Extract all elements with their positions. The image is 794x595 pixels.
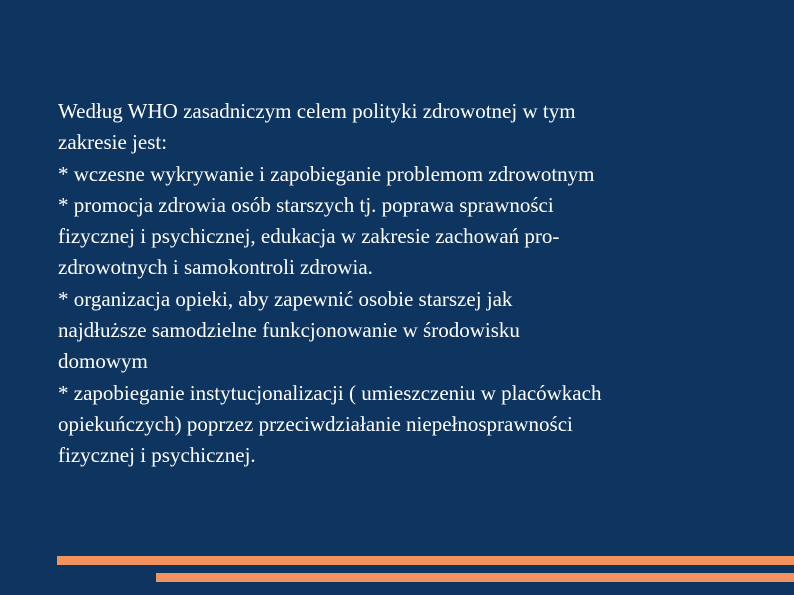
bullet-line: * organizacja opieki, aby zapewnić osobie starszej jak [58, 286, 513, 311]
slide-body-text [58, 96, 758, 472]
text-line: fizycznej i psychicznej. [58, 443, 256, 468]
text-line: zdrowotnych i samokontroli zdrowia. [58, 255, 373, 280]
text-line: Według WHO zasadniczym celem polityki zdrowotnej w tym [58, 99, 576, 123]
bullet-line: * wczesne wykrywanie i zapobieganie problemom zdrowotnym [58, 161, 595, 186]
bullet-line: * zapobieganie instytucjonalizacji ( umieszczeniu w placówkach [58, 380, 602, 405]
text-line: domowym [58, 349, 148, 374]
bullet-line: * promocja zdrowia osób starszych tj. poprawa sprawności [58, 192, 554, 217]
decorative-bar-lower [156, 573, 794, 582]
text-line: najdłuższe samodzielne funkcjonowanie w środowisku [58, 318, 520, 343]
text-line: fizycznej i psychicznej, edukacja w zakresie zachowań pro- [58, 224, 560, 249]
decorative-bar-upper [57, 556, 794, 565]
text-line: opiekuńczych) poprzez przeciwdziałanie niepełnosprawności [58, 411, 573, 436]
text-line: zakresie jest: [58, 130, 168, 155]
